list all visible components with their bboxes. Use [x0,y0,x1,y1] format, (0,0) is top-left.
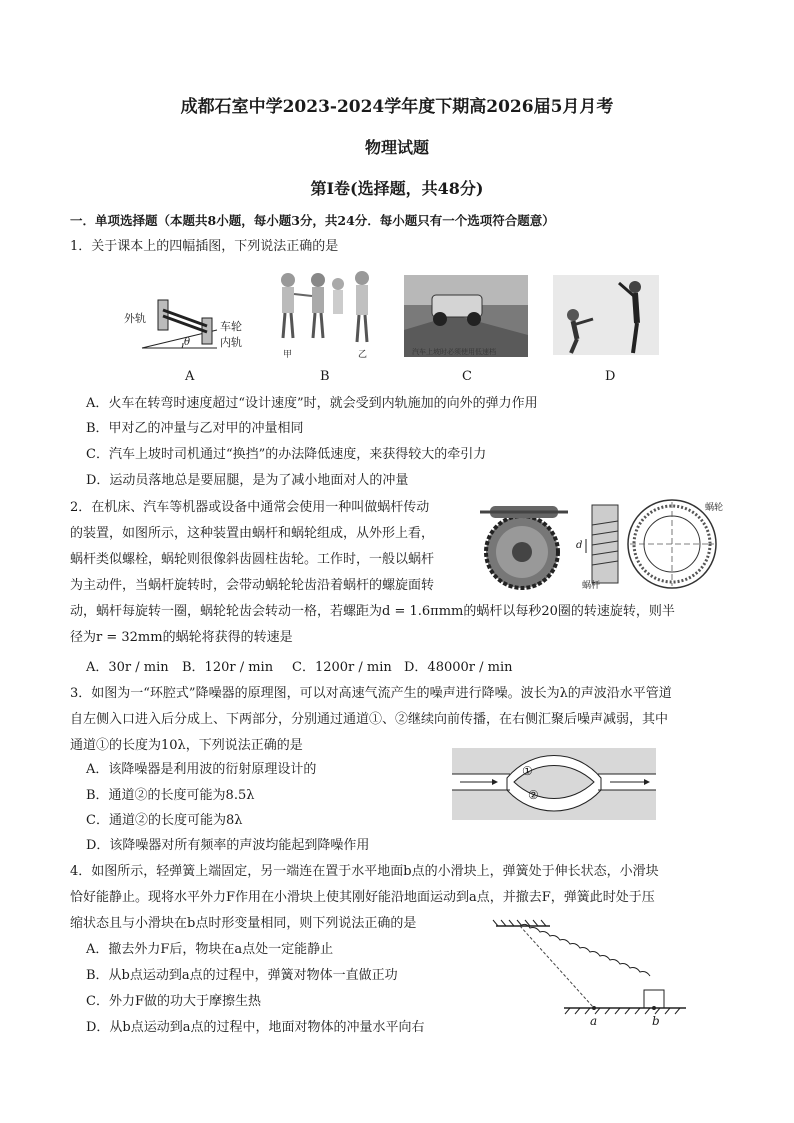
q1-figure-c-photo [404,275,528,357]
q1a-wheel-label: 车轮 [220,320,242,333]
q4-point-b-label: b [652,1014,660,1028]
q1-figure-d-label: D [605,369,616,384]
q1-stem: 1．关于课本上的四幅插图，下列说法正确的是 [70,239,339,254]
subject-title: 物理试题 [364,138,429,157]
q1-figure-c-label: C [462,369,472,384]
q1a-angle-label: θ [184,337,191,348]
q4-option-a: A．撤去外力F后，物块在a点处一定能静止 [86,942,334,957]
q2-option-c: C．1200r / min [292,660,392,675]
q3-option-d: D．该降噪器对所有频率的声波均能起到降噪作用 [86,838,370,853]
q2-worm-label: 蜗杆 [582,581,601,591]
q1a-inner-rail-label: 内轨 [220,336,242,349]
q1-figure-d-photo [553,275,659,355]
q3-line-3: 通道①的长度为10λ，下列说法正确的是 [70,738,303,753]
q2-option-d: D．48000r / min [404,660,513,675]
q3-line-1: 3．如图为一“环腔式”降噪器的原理图，可以对高速气流产生的噪声进行降噪。波长为λ的声波沿水平管道 [70,686,672,701]
q1a-outer-rail-label: 外轨 [124,312,146,325]
q3-line-2: 自左侧入口进入后分成上、下两部分，分别通过通道①、②继续向前传播，在右侧汇聚后噪声减弱，其中 [70,712,669,727]
q3-option-c: C．通道②的长度可能为8λ [86,813,243,828]
q1-figure-b-label: B [320,369,330,384]
q1c-caption: 汽车上坡时必须使用低速档 [412,348,496,356]
q2-line-4: 为主动件，当蜗杆旋转时，会带动蜗轮轮齿沿着蜗杆的螺旋面转 [70,578,435,593]
q1-figure-b [270,268,380,350]
q3-option-b: B．通道②的长度可能为8.5λ [86,788,255,803]
q1-figure-a-label: A [185,369,195,384]
q2-line-1: 2．在机床、汽车等机器或设备中通常会使用一种叫做蜗杆传动 [70,500,430,515]
q4-figure-spring [490,918,700,1026]
q2-figure-worm-gear [480,500,570,592]
q4-option-d: D．从b点运动到a点的过程中，地面对物体的冲量水平向右 [86,1020,425,1035]
exam-title: 成都石室中学2023-2024学年度下期高2026届5月月考 [180,97,614,117]
q4-point-a-label: a [590,1014,598,1028]
q2-worm-wheel-label: 蜗轮 [705,503,724,513]
q1b-jia-label: 甲 [283,350,293,360]
q4-option-b: B．从b点运动到a点的过程中，弹簧对物体一直做正功 [86,968,398,983]
q1-option-c: C．汽车上坡时司机通过“换挡”的办法降低速度，来获得较大的牵引力 [86,447,487,462]
q4-option-c: C．外力F做的功大于摩擦生热 [86,994,261,1009]
q3-option-a: A．该降噪器是利用波的衍射原理设计的 [86,762,317,777]
q2-line-5: 动，蜗杆每旋转一圈，蜗轮轮齿会转动一格，若螺距为d = 1.6πmm的蜗杆以每秒20圈的转速旋转，则半 [70,604,675,619]
q1-option-b: B．甲对乙的冲量与乙对甲的冲量相同 [86,421,304,436]
q4-line-3: 缩状态且与小滑块在b点时形变量相同，则下列说法正确的是 [70,916,417,931]
q3-channel-2-label: ② [528,788,539,802]
q2-d-label: d [576,540,583,551]
q1-option-d: D．运动员落地总是要屈腿，是为了减小地面对人的冲量 [86,473,409,488]
q4-line-1: 4．如图所示，轻弹簧上端固定，另一端连在置于水平地面b点的小滑块上，弹簧处于伸长状态，小滑块 [70,864,659,879]
part-title: 第Ⅰ卷(选择题，共48分) [310,179,484,198]
q3-channel-1-label: ① [522,764,533,778]
q2-line-3: 蜗杆类似螺栓，蜗轮则很像斜齿圆柱齿轮。工作时，一般以蜗杆 [70,552,435,567]
q2-line-6: 径为r = 32mm的蜗轮将获得的转速是 [70,630,293,645]
q4-line-2: 恰好能静止。现将水平外力F作用在小滑块上使其刚好能沿地面运动到a点，并撤去F，弹簧此时处于压 [70,890,655,905]
q1b-yi-label: 乙 [358,350,368,360]
section-heading: 一．单项选择题（本题共8小题，每小题3分，共24分．每小题只有一个选项符合题意） [70,213,555,228]
q2-option-b: B．120r / min [182,660,274,675]
q2-option-a: A．30r / min [86,660,169,675]
q2-line-2: 的装置，如图所示，这种装置由蜗杆和蜗轮组成，从外形上看， [70,526,435,541]
q1-option-a: A．火车在转弯时速度超过“设计速度”时，就会受到内轨施加的向外的弹力作用 [86,396,538,411]
q3-figure-muffler [452,748,656,820]
